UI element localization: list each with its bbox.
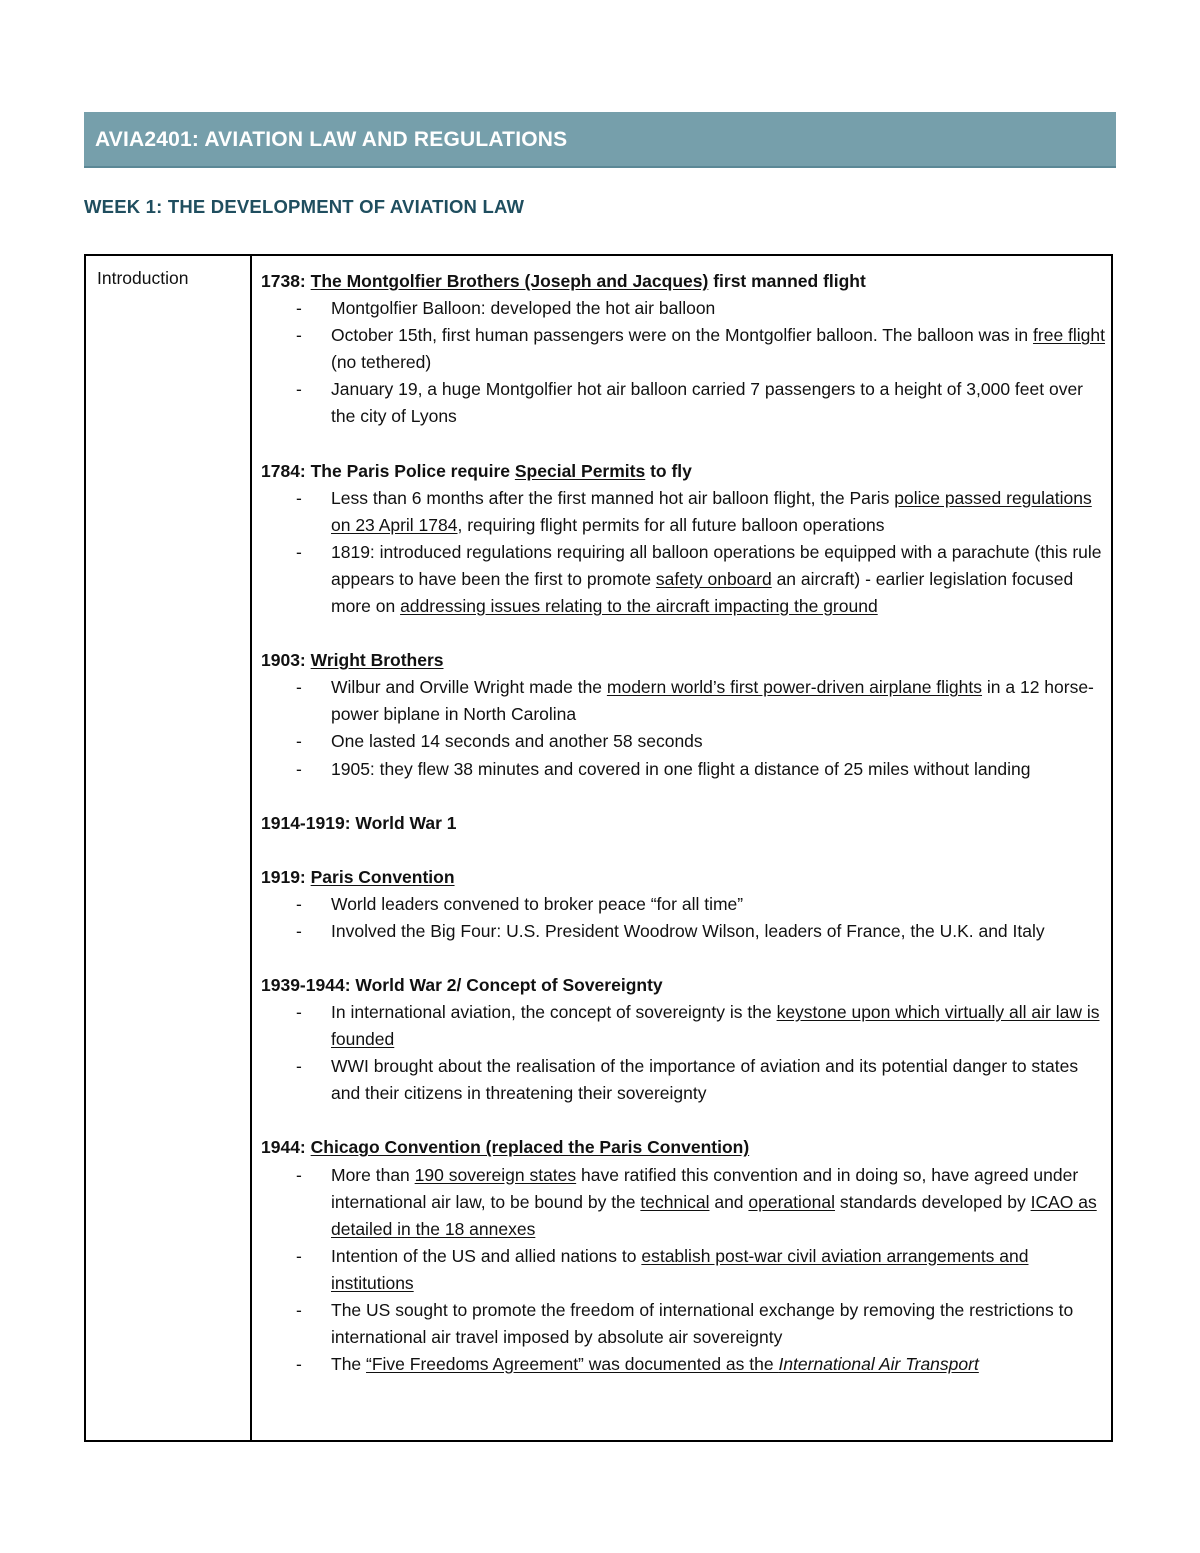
list-item [261,295,1106,322]
text-run: Involved the Big Four: U.S. President Woodrow Wilson, leaders of France, the U.K. and Italy [331,920,1045,941]
section-heading [261,458,1106,485]
section-heading [261,1134,1106,1161]
dash-bullet-icon: - [296,920,302,941]
underlined-text: establish post-war civil aviation arrangements and institutions [331,1245,1029,1293]
section-heading [261,864,1106,891]
dash-bullet-icon: - [296,1354,302,1375]
timeline-section [261,972,1106,1107]
course-title: AVIA2401: AVIATION LAW AND REGULATIONS [95,128,568,151]
text-run: 1819: introduced regulations requiring all balloon operations be equipped with a parachute (this rule appears to have been the first to promote [331,541,1102,589]
dash-bullet-icon: - [296,298,302,319]
timeline-section [261,1134,1106,1378]
text-run: standards developed by [835,1191,1031,1212]
dash-bullet-icon: - [296,325,302,346]
text-run: The [331,1354,367,1375]
text-run: 1784: The Paris Police require [261,460,515,481]
list-item [261,999,1106,1053]
text-run: WWI brought about the realisation of the importance of aviation and its potential danger to states and their citizens in threatening their sovereignty [331,1056,1079,1104]
text-run: have ratified this convention and in doing so, have agreed under international air law, to be bound by the [331,1164,1079,1212]
text-run: In international aviation, the concept of sovereignty is the [331,1002,777,1023]
underlined-text: Special Permits [514,460,646,481]
bullet-list [261,295,1106,430]
text-run: Montgolfier Balloon: developed the hot air balloon [331,298,716,319]
text-run: 1919: [261,866,311,887]
column-divider [250,256,252,1440]
text-run: More than [331,1164,415,1185]
list-item [261,1297,1106,1351]
timeline-section [261,647,1106,782]
text-run: 1939-1944: World War 2/ Concept of Sovereignty [261,974,663,995]
underlined-text: operational [748,1191,836,1212]
list-item [261,918,1106,945]
bullet-list [261,1162,1106,1379]
underlined-text: 190 sovereign states [414,1164,577,1185]
dash-bullet-icon: - [296,541,302,562]
timeline-section [261,458,1106,621]
dash-bullet-icon: - [296,731,302,752]
list-item [261,756,1106,783]
underlined-text: keystone upon which virtually all air law is founded [331,1002,1100,1050]
list-item [261,539,1106,620]
notes-table [84,254,1113,1442]
text-run: (no tethered) [331,352,432,373]
list-item [261,485,1106,539]
list-item [261,376,1106,430]
section-heading [261,810,1106,837]
text-run: first manned flight [708,271,866,291]
text-run: and [709,1191,749,1212]
bullet-list [261,999,1106,1107]
underlined-text: police passed regulations on 23 April 1784 [331,487,1092,535]
timeline-section [261,810,1106,837]
underlined-text: The Montgolfier Brothers (Joseph and Jacques) [310,271,709,291]
text-run: in a 12 horse-power biplane in North Carolina [331,677,1094,725]
section-heading [261,647,1106,674]
underlined-text: International Air Transport [778,1354,979,1375]
text-run: 1944: [261,1137,311,1158]
dash-bullet-icon: - [296,487,302,508]
list-item [261,1351,1106,1378]
text-run: World leaders convened to broker peace “for all time” [331,893,744,914]
dash-bullet-icon: - [296,1300,302,1320]
topic-cell: Introduction [97,268,189,288]
underlined-text: Chicago Convention (replaced the Paris Convention) [310,1137,750,1158]
text-run: to fly [645,460,692,481]
bullet-list [261,891,1106,945]
timeline-section [261,864,1106,945]
text-run: October 15th, first human passengers were on the Montgolfier balloon. The balloon was in [331,325,1034,346]
dash-bullet-icon: - [296,893,302,914]
underlined-text: ICAO as detailed in the 18 annexes [331,1191,1097,1239]
text-run: , requiring flight permits for all future balloon operations [457,514,885,535]
dash-bullet-icon: - [296,379,302,400]
course-title-banner [84,112,1116,168]
dash-bullet-icon: - [296,758,302,779]
underlined-text: addressing issues relating to the aircraft impacting the ground [400,596,878,617]
list-item [261,322,1106,376]
list-item [261,1053,1106,1107]
dash-bullet-icon: - [296,1002,302,1023]
text-run: Wilbur and Orville Wright made the [331,677,607,698]
text-run: Intention of the US and allied nations to [331,1245,642,1266]
list-item [261,1243,1106,1297]
content-cell [261,268,1106,1405]
list-item [261,674,1106,728]
text-run: 1905: they flew 38 minutes and covered in one flight a distance of 25 miles without landing [331,758,1031,779]
dash-bullet-icon: - [296,1056,302,1077]
list-item [261,891,1106,918]
underlined-text: safety onboard [655,568,772,589]
timeline-section [261,268,1106,431]
underlined-text: Paris Convention [310,866,455,887]
bullet-list [261,485,1106,620]
text-run: January 19, a huge Montgolfier hot air balloon carried 7 passengers to a height of 3,000 feet over the city of Lyons [331,379,1084,427]
section-heading [261,268,1106,295]
list-item [261,1162,1106,1243]
text-run: 1903: [261,650,311,671]
text-run: The US sought to promote the freedom of international exchange by removing the restrictions to international air travel imposed by absolute air sovereignty [331,1300,1074,1348]
text-run: 1738: [261,271,311,291]
week-title: WEEK 1: THE DEVELOPMENT OF AVIATION LAW [84,196,525,217]
underlined-text: free flight [1033,325,1106,346]
underlined-text: Wright Brothers [310,650,444,671]
dash-bullet-icon: - [296,1245,302,1266]
text-run: an aircraft) - earlier legislation focused more on [331,568,1074,617]
section-heading [261,972,1106,999]
dash-bullet-icon: - [296,1164,302,1185]
underlined-text: modern world’s first power-driven airplane flights [606,677,983,698]
underlined-text: “Five Freedoms Agreement” was documented as the [366,1354,779,1375]
text-run: Less than 6 months after the first manned hot air balloon flight, the Paris [331,487,895,508]
text-run: 1914-1919: World War 1 [261,812,457,833]
bullet-list [261,674,1106,782]
dash-bullet-icon: - [296,677,302,698]
list-item [261,728,1106,755]
underlined-text: technical [640,1191,710,1212]
text-run: One lasted 14 seconds and another 58 seconds [331,731,703,752]
